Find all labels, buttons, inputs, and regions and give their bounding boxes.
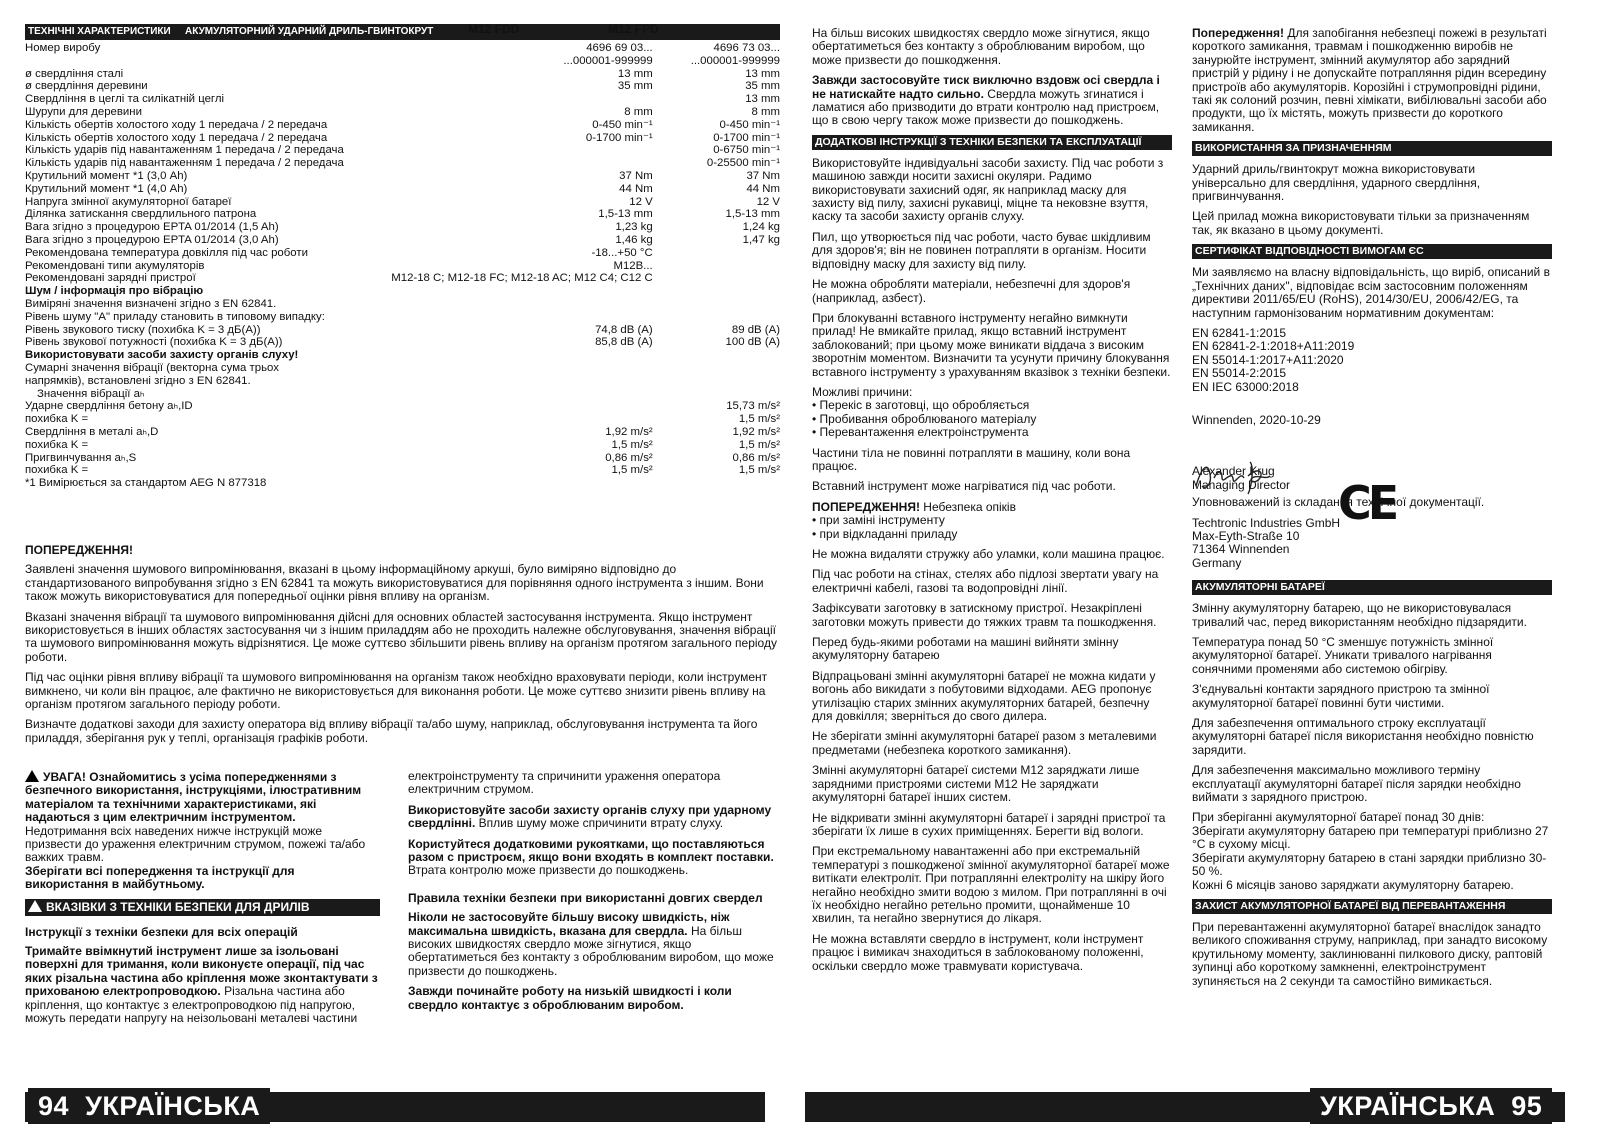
signatory-name: Alexander Krug xyxy=(1192,464,1275,479)
long-drills-heading: Правила техніки безпеки при використанні довгих свердел xyxy=(408,890,763,905)
right-col1 xyxy=(812,27,1172,980)
warning-title: ПОПЕРЕДЖЕННЯ! xyxy=(25,543,133,557)
footer-right xyxy=(1310,1088,1552,1124)
insulated-surfaces-para: Тримайте ввімкнутий інструмент лише за ізольовані поверхні для тримання, коли виконуєте операції, під час яких різальна частина або кріплення може зконтактувати з прихованою електропроводкою. Різальна частина або кріплення, що контактує з електропроводкою під напругою, можуть передати напругу на неізольовані металеві частини xyxy=(25,944,378,1026)
spec-value: 0,86 m/s² xyxy=(605,451,653,464)
spec-row xyxy=(25,106,780,119)
spec-value: 44 Nm xyxy=(619,182,653,195)
spec-line xyxy=(25,285,780,298)
spec-text: напрямків), встановлені згідно з EN 62841. xyxy=(25,374,251,387)
ce-mark: CE xyxy=(1338,476,1396,530)
causes-label: Можливі причини: xyxy=(812,384,913,399)
burn-warning: ПОПЕРЕДЖЕННЯ! Небезпека опіків xyxy=(812,499,1016,514)
spec-header-title: ТЕХНІЧНІ ХАРАКТЕРИСТИКИ xyxy=(28,26,171,37)
spec-line xyxy=(25,349,780,362)
p4-para: Пил, що утворюється під час роботи, часто буває шкідливим для здоров'я; він не повинен потрапляти в організм. Носити відповідну маску для захисту від пилу. xyxy=(812,229,1151,271)
p6-para: При блокуванні вставного інструменту негайно вимкнути прилад! Не вмикайте прилад, якщо вставний інструмент заблокований; при цьому може виникати віддача з високим зворотнім моментом. Визначити та усунути причину блокування вставного інструменту з урахуванням вказівок з техніки безпеки. xyxy=(812,310,1171,379)
p3-para: Використовуйте індивідуальні засоби захисту. Під час роботи з машиною завжди носити захисні окуляри. Радимо використовувати захисний одяг, як наприклад маску для захисту від пилу, захисні рукавиці, міцне та нековзне взуття, каску та засоби захисту органів слуху. xyxy=(812,155,1164,224)
spec-value: 8 mm xyxy=(624,105,653,118)
spec-value: 89 dB (A) xyxy=(731,323,780,336)
p18-para: При екстремальному навантаженні або при екстремальній температурі з пошкодженої змінної акумуляторної батареї може витікати електроліт. При потраплянні електроліту на шкіру його негайно необхідно змити водою з милом. При потраплянні в очі їх необхідно негайно ретельно промити, щонайменше 10 хвилин, та негайно звернутися до лікаря. xyxy=(812,844,1170,926)
p13-para: Перед будь-якими роботами на машині вийняти змінну акумуляторну батарею xyxy=(812,635,1119,663)
spec-header-product: АКУМУЛЯТОРНИЙ УДАРНИЙ ДРИЛЬ-ГВИНТОКРУТ xyxy=(185,26,434,37)
place-date: Winnenden, 2020-10-29 xyxy=(1192,412,1321,427)
bend-para: На більш високих швидкостях свердло може зігнутися, якщо обертатиметься без контакту з оброблюваним виробом, що може призвести до пошкодження. xyxy=(812,26,1150,67)
p17-para: Не відкривати змінні акумуляторні батареї і зарядні пристрої та зберігати їх лише в сухих приміщеннях. Берегти від вологи. xyxy=(812,810,1166,838)
spec-label: Ділянка затискання свердлильного патрона xyxy=(25,208,257,221)
standard-item: EN 55014-1:2017+A11:2020 xyxy=(1192,352,1344,367)
language-label-left: УКРАЇНСЬКА xyxy=(85,1091,261,1121)
p6-para: Температура понад 50 °C зменшує потужність змінної акумуляторної батареї. Уникати тривалого нагрівання сонячними променями або системою обігріву. xyxy=(1192,635,1494,676)
spec-row xyxy=(25,80,780,93)
spec-value: 100 dB (A) xyxy=(725,336,780,349)
spec-value: M12-18 C; M12-18 FC; M12-18 AC; M12 C4; C12 C xyxy=(391,272,653,285)
p3-para: Цей прилад можна використовувати тільки за призначенням так, як вказано в цьому документі. xyxy=(1192,209,1530,237)
low-speed-para: Завжди починайте роботу на низькій швидкості і коли свердло контактує з оброблюваним виробом. xyxy=(408,984,732,1012)
warning-p4: Визначте додаткові заходи для захисту оператора від впливу вібрації та/або шуму, наприклад, обслуговування інструмента та його приладдя, зберігання рук у теплі, організація графіків роботи. xyxy=(25,717,758,745)
spec-value: 1,23 kg xyxy=(615,221,653,234)
spec-value: 1,92 m/s² xyxy=(605,425,653,438)
spec-value: 12 V xyxy=(756,195,780,208)
spec-row xyxy=(25,247,780,260)
spec-value: 1,47 kg xyxy=(742,233,780,246)
spec-label: Кількість обертів холостого ходу 1 передача / 2 передача xyxy=(25,118,328,131)
spec-value xyxy=(386,144,652,157)
model-fdd: M12 FDD xyxy=(468,22,520,36)
signatory-role: Managing Director xyxy=(1192,477,1291,492)
spec-label: Вага згідно з процедурою EPTA 01/2014 (1,5 Ah) xyxy=(25,221,279,234)
spec-value: 1,5 m/s² xyxy=(611,438,653,451)
footer-left xyxy=(28,1088,270,1124)
extra-safety-header: ДОДАТКОВІ ІНСТРУКЦІЇ З ТЕХНІКИ БЕЗПЕКИ ТА ЕКСПЛУАТАЦІЇ xyxy=(812,135,1172,150)
spec-row xyxy=(25,452,780,465)
spec-value: 44 Nm xyxy=(746,182,780,195)
burn-item: • при відкладанні приладу xyxy=(812,526,958,541)
drill-safety-header: ВКАЗІВКИ З ТЕХНІКИ БЕЗПЕКИ ДЛЯ ДРИЛІВ xyxy=(25,899,380,916)
left-col1 xyxy=(25,770,380,1033)
overload-header: ЗАХИСТ АКУМУЛЯТОРНОЇ БАТАРЕЇ ВІД ПЕРЕВАНТАЖЕННЯ xyxy=(1192,899,1552,914)
spec-label: Номер виробу xyxy=(25,42,101,54)
spec-line xyxy=(25,362,780,375)
spec-value: 0-450 min⁻¹ xyxy=(592,118,653,131)
model-fpd: M12 FPD xyxy=(608,22,659,36)
spec-row xyxy=(25,196,780,209)
spec-value: 85,8 dB (A) xyxy=(595,336,653,349)
spec-label: Крутильний момент *1 (4,0 Ah) xyxy=(25,182,188,195)
warning-p1: Заявлені значення шумового випромінювання, вказані в цьому інформаційному аркуші, було виміряно відповідно до стандартизованого випробування згідно з EN 62841 та можуть використовуватися для порівняння одного інструмента з іншим. Вони також можуть використовуватися для попередньої оцінки рівня впливу на організм. xyxy=(25,562,764,604)
liquid-warning: Попередження! Для запобігання небезпеці пожежі в результаті короткого замикання, травмам і пошкодженню виробів не занурюйте інструмент, змінний акумулятор або зарядний пристрій у рідину і не допускайте потрапляння рідин всередину пристроїв або акумуляторів. Корозійні і струмопровідні рідини, такі як солоний розчин, певні хімікати, вибілювальні засоби або продукти, що їх містять, можуть призвести до короткого замикання. xyxy=(1192,26,1547,134)
company-line: 71364 Winnenden xyxy=(1192,542,1290,557)
spec-label: ø свердління деревини xyxy=(25,80,148,93)
spec-value: 15,73 m/s² xyxy=(726,400,780,413)
spec-value: 0,86 m/s² xyxy=(732,451,780,464)
spec-row xyxy=(25,260,780,273)
hearing-para: Використовуйте засоби захисту органів слуху при ударному свердлінні. Вплив шуму може спричинити втрату слуху. xyxy=(408,802,772,831)
p4-para: Ми заявляємо на власну відповідальність, що виріб, описаний в „Технічних даних", відповідає всім застосовним положенням директиви 2011/65/EU (RoHS), 2014/30/EU, 2006/42/EG, та наступним гармонізованим нормативним документам: xyxy=(1192,265,1550,320)
language-label-right: УКРАЇНСЬКА xyxy=(1320,1091,1496,1121)
spec-value: 1,5 m/s² xyxy=(738,464,780,477)
storage-line: Зберігати акумуляторну батарею при температурі приблизно 27 °C в сухому місці. xyxy=(1192,823,1549,852)
shock-para: електроінструменту та спричинити ураження оператора електричним струмом. xyxy=(408,769,721,797)
standard-item: EN 62841-2-1:2018+A11:2019 xyxy=(1192,339,1355,354)
company-line: Techtronic Industries GmbH xyxy=(1192,515,1341,530)
warning-icon xyxy=(28,900,42,912)
p8-para: Вставний інструмент може нагріватися під час роботи. xyxy=(812,479,1116,494)
spec-text: Виміряні значення визначені згідно з EN 62841. xyxy=(25,297,277,310)
spec-value: ...000001-999999 xyxy=(563,54,653,67)
spec-value xyxy=(386,93,652,106)
spec-label: Кількість обертів холостого ходу 1 передача / 2 передача xyxy=(25,131,328,144)
spec-value: 13 mm xyxy=(745,93,780,106)
p11-para: При перевантаженні акумуляторної батареї внаслідок занадто великого споживання струму, наприклад, при занадто високому крутильному моменту, заклинюванні пилкового диску, раптовій зупинці або короткому замкненні, електроінструмент зупиняється на 2 секунди та самостійно вимикається. xyxy=(1192,919,1548,988)
spec-text: Використовувати засоби захисту органів слуху! xyxy=(25,349,299,362)
spec-label: Рівень звукової потужності (похибка K = 3 дБ(A)) xyxy=(25,336,283,349)
spec-value xyxy=(386,413,652,426)
max-speed-para: Ніколи не застосовуйте більшу високу швидкість, ніж максимальна швидкість, вказана для свердла. На більш високих швидкостях свердло може зігнутися, якщо обертатиметься без контакту з оброблюваним виробом, що може призвести до пошкоджень. xyxy=(408,910,774,978)
company-line: Max-Eyth-Straße 10 xyxy=(1192,528,1300,543)
spec-line xyxy=(25,311,780,324)
spec-value: 35 mm xyxy=(745,80,780,93)
spec-value: 1,92 m/s² xyxy=(732,425,780,438)
spec-label: Ударне свердління бетону aₕ,ID xyxy=(25,400,193,413)
spec-value: 37 Nm xyxy=(746,169,780,182)
spec-value xyxy=(653,260,780,273)
p12-para: Зафіксувати заготовку в затискному пристрої. Незакріплені заготовки можуть привести до тяжких травм та пошкодження. xyxy=(812,601,1157,629)
spec-label: Свердління в цеглі та силікатній цеглі xyxy=(25,93,225,106)
spec-value: 37 Nm xyxy=(619,169,653,182)
spec-row xyxy=(25,55,780,68)
spec-label: Рекомендована температура довкілля під час роботи xyxy=(25,246,308,259)
spec-value: 13 mm xyxy=(617,67,653,80)
spec-line xyxy=(25,375,780,388)
warning-icon xyxy=(25,770,39,782)
spec-line xyxy=(25,298,780,311)
spec-value: 0-25500 min⁻¹ xyxy=(706,157,780,170)
standard-item: EN 62841-1:2015 xyxy=(1192,325,1287,340)
spec-row xyxy=(25,336,780,349)
spec-line xyxy=(25,477,780,490)
spec-rule xyxy=(25,38,780,40)
p19-para: Не можна вставляти свердло в інструмент, коли інструмент працює і вимикач знаходиться в заблокованому положенні, оскільки свердло може травмувати користувача. xyxy=(812,931,1144,973)
spec-label: Рівень звукового тиску (похибка K = 3 дБ(A)) xyxy=(25,323,261,336)
spec-row xyxy=(25,132,780,145)
spec-label: Свердління в металі aₕ,D xyxy=(25,425,159,438)
spec-line xyxy=(25,388,780,401)
spec-row xyxy=(25,400,780,413)
spec-row xyxy=(25,464,780,477)
cause-item: • Перекіс в заготовці, що обробляється xyxy=(812,398,1030,413)
page-number-left: 94 xyxy=(38,1091,70,1121)
spec-row xyxy=(25,183,780,196)
spec-value xyxy=(386,157,652,170)
attention-block: УВАГА! Ознайомитись з усіма попередженнями з безпечного використання, інструкціями, ілюстративним матеріалом та технічними характеристиками, які надаються з цим електричним інструментом. Недотримання всіх наведених нижче інструкцій може призвести до ураження електричним струмом, пожежі та/або важких травм. Зберігати всі попередження та інструкції для використання в майбутньому. xyxy=(25,770,366,892)
p16-para: Змінні акумуляторні батареї системи M12 заряджати лише зарядними пристроями системи M12 Не заряджати акумуляторні батареї інших систем. xyxy=(812,763,1140,805)
spec-label: похибка K = xyxy=(25,464,89,477)
pressure-para: Завжди застосовуйте тиск виключно вздовж осі свердла і не натискайте надто сильно. Свердла можуть згинатися і ламатися або призводити до втрати контролю над пристроєм, що в свою чергу також може призвести до пошкоджень. xyxy=(812,73,1160,128)
left-col2 xyxy=(408,770,783,1019)
spec-value: 1,5-13 mm xyxy=(725,208,780,221)
spec-row xyxy=(25,68,780,81)
spec-value: 0-1700 min⁻¹ xyxy=(713,131,780,144)
p8-para: Для забезпечення оптимального строку експлуатації акумуляторні батареї після використання необхідно повністю зарядити. xyxy=(1192,716,1534,757)
left-warning-block xyxy=(25,544,780,752)
spec-label: Кількість ударів під навантаженням 1 передача / 2 передача xyxy=(25,144,344,157)
spec-value: 1,46 kg xyxy=(615,233,653,246)
spec-label: ø свердління сталі xyxy=(25,67,124,80)
spec-value xyxy=(653,247,780,260)
spec-value: 8 mm xyxy=(751,105,780,118)
cause-item: • Перевантаження електроінструмента xyxy=(812,425,1029,440)
spec-header xyxy=(25,24,780,39)
spec-text: Рівень шуму "А" приладу становить в типовому випадку: xyxy=(25,310,325,323)
standard-item: EN 55014-2:2015 xyxy=(1192,366,1287,381)
p10-para: Не можна видаляти стружку або уламки, коли машина працює. xyxy=(812,547,1165,561)
spec-row xyxy=(25,119,780,132)
spec-value: 74,8 dB (A) xyxy=(595,323,653,336)
page-number-right: 95 xyxy=(1511,1091,1543,1121)
spec-row xyxy=(25,157,780,170)
spec-label xyxy=(25,55,386,68)
p7-para: З'єднувальні контакти зарядного пристрою та змінної акумуляторної батареї повинні бути чистими. xyxy=(1192,682,1490,710)
spec-label: похибка K = xyxy=(25,413,89,426)
spec-value xyxy=(653,272,780,285)
spec-label: Вага згідно з процедурою EPTA 01/2014 (3,0 Ah) xyxy=(25,233,279,246)
spec-label: Рекомендовані типи акумуляторів xyxy=(25,259,205,272)
spec-text: *1 Вимірюється за стандартом AEG N 877318 xyxy=(25,477,267,490)
p14-para: Відпрацьовані змінні акумуляторні батареї не можна кидати у вогонь або викидати з побутовими відходами. AEG пропонує утилізацію старих змінних акумуляторних батарей, безпечну для довкілля; зверніться до свого дилера. xyxy=(812,668,1156,724)
p5-para: Не можна обробляти матеріали, небезпечні для здоров'я (наприклад, азбест). xyxy=(812,277,1131,305)
authorized-text: Уповноважений із складання технічної документації. xyxy=(1192,495,1485,510)
spec-value: 1,5 m/s² xyxy=(611,464,653,477)
spec-row xyxy=(25,234,780,247)
spec-value: 1,5 m/s² xyxy=(738,438,780,451)
spec-label: Пригвинчування aₕ,S xyxy=(25,451,137,464)
spec-row xyxy=(25,324,780,337)
p11-para: Під час роботи на стінах, стелях або підлозі звертати увагу на електричні кабелі, газові та водопровідні лінії. xyxy=(812,567,1159,595)
spec-row xyxy=(25,170,780,183)
handles-para: Користуйтеся додатковими рукоятками, що поставляються разом с пристроєм, якщо вони входять в комплект поставки. Втрата контролю може призвести до пошкоджень. xyxy=(408,836,774,878)
spec-row xyxy=(25,144,780,157)
spec-value: 0-6750 min⁻¹ xyxy=(713,144,780,157)
spec-value: 12 V xyxy=(629,195,653,208)
p5-para: Змінну акумуляторну батарею, що не використовувалася тривалий час, перед використанням необхідно підзарядити. xyxy=(1192,601,1527,629)
batteries-header: АКУМУЛЯТОРНІ БАТАРЕЇ xyxy=(1192,580,1552,595)
spec-row xyxy=(25,426,780,439)
page-right xyxy=(800,0,1600,1136)
spec-label: похибка K = xyxy=(25,438,89,451)
spec-table xyxy=(25,42,780,490)
spec-row xyxy=(25,208,780,221)
spec-value: 1,24 kg xyxy=(742,221,780,234)
spec-label: Шурупи для деревини xyxy=(25,105,142,118)
spec-label: Напруга змінної акумуляторної батареї xyxy=(25,195,232,208)
storage-line: Кожні 6 місяців заново заряджати акумуляторну батарею. xyxy=(1192,877,1514,892)
spec-value: 4696 73 03... xyxy=(713,42,780,54)
spec-text: Значення вібрації aₕ xyxy=(37,387,145,400)
all-ops-subheading: Інструкції з техніки безпеки для всіх операцій xyxy=(25,924,298,939)
spec-value: 1,5 m/s² xyxy=(738,413,780,426)
spec-value: -18...+50 °C xyxy=(591,246,653,259)
spec-text: Шум / інформація про вібрацію xyxy=(25,285,204,298)
spec-label: Кількість ударів під навантаженням 1 передача / 2 передача xyxy=(25,157,344,170)
spec-value xyxy=(386,400,652,413)
warning-p3: Під час оцінки рівня впливу вібрації та шумового випромінювання на організм також необхідно враховувати періоди, коли інструмент вимкнено, чи коли він працює, але фактично не використовується для виконання роботи. Це може суттєво знизити рівень впливу на організм протягом загального періоду роботи. xyxy=(25,670,768,712)
intended-use-header: ВИКОРИСТАННЯ ЗА ПРИЗНАЧЕННЯМ xyxy=(1192,141,1552,156)
p2-para: Ударний дриль/гвинтокрут можна використовувати універсально для свердління, ударного свердління, пригвинчування. xyxy=(1192,162,1481,204)
spec-value: ...000001-999999 xyxy=(690,54,780,67)
spec-row xyxy=(25,413,780,426)
spec-value: 35 mm xyxy=(617,80,653,93)
spec-row xyxy=(25,439,780,452)
p7-para: Частини тіла не повинні потрапляти в машину, коли вона працює. xyxy=(812,445,1131,473)
spec-value: M12B... xyxy=(613,259,653,272)
warning-p2: Вказані значення вібрації та шумового випромінювання дійсні для основних областей застосування інструмента. Якщо інструмент використовується в інших областях застосування чи з іншим приладдям або не проходить належне обслуговування, значення вібрації та шумового випромінювання можуть відрізнятися. Це може суттєво збільшити рівень впливу на організм протягом загального періоду роботи. xyxy=(25,609,777,664)
spec-text: Сумарні значення вібрації (векторна сума трьох xyxy=(25,361,279,374)
signature xyxy=(1192,456,1302,500)
storage-line: Зберігати акумуляторну батарею в стані зарядки приблизно 30-50 %. xyxy=(1192,850,1547,879)
storage-line: При зберіганні акумуляторної батареї понад 30 днів: xyxy=(1192,810,1485,825)
spec-value: 0-450 min⁻¹ xyxy=(719,118,780,131)
p9-para: Для забезпечення максимально можливого терміну експлуатації акумуляторні батареї після зарядки необхідно виймати з зарядного пристрою. xyxy=(1192,763,1521,805)
spec-row xyxy=(25,93,780,106)
spec-value: 0-1700 min⁻¹ xyxy=(585,131,653,144)
p15-para: Не зберігати змінні акумуляторні батареї разом з металевими предметами (небезпека короткого замикання). xyxy=(812,729,1157,757)
spec-value: 4696 69 03... xyxy=(586,42,653,54)
spec-value: 13 mm xyxy=(745,67,780,80)
spec-label: Крутильний момент *1 (3,0 Ah) xyxy=(25,169,188,182)
spec-row xyxy=(25,272,780,285)
spec-row xyxy=(25,221,780,234)
spec-value: 1,5-13 mm xyxy=(598,208,653,221)
cause-item: • Пробивання оброблюваного матеріалу xyxy=(812,411,1037,426)
burn-item: • при заміні інструменту xyxy=(812,513,945,528)
ec-cert-header: СЕРТИФІКАТ ВІДПОВІДНОСТІ ВИМОГАМ ЄС xyxy=(1192,244,1552,259)
spec-row xyxy=(25,42,780,55)
spec-label: Рекомендовані зарядні пристрої xyxy=(25,272,196,285)
standard-item: EN IEC 63000:2018 xyxy=(1192,379,1299,394)
company-line: Germany xyxy=(1192,555,1242,570)
